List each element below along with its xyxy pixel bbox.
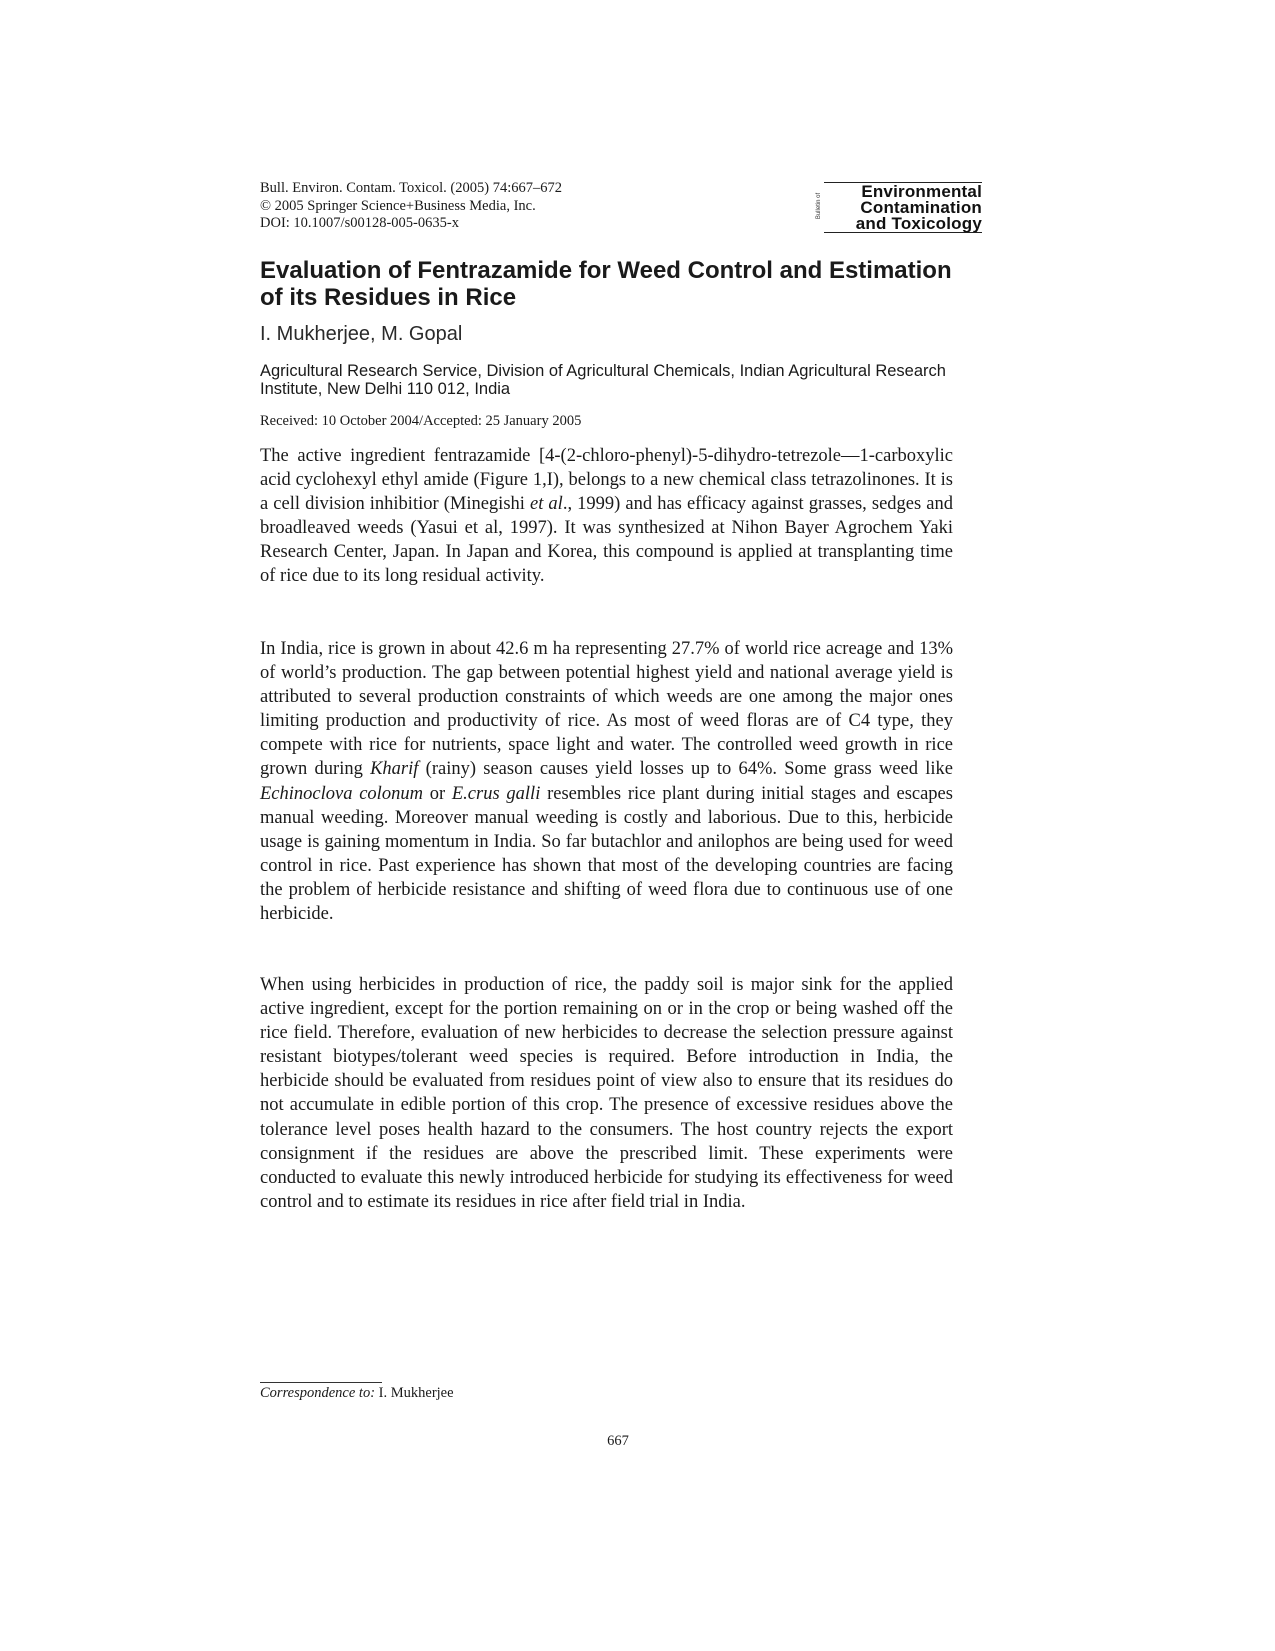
p2-text-d: resembles rice plant during initial stages and escapes manual weeding. Moreover manual weeding is costly and laborious. Due to this, herbicide usage is gaining momentum in India. So far butachlor and anilophos are being used for weed control in rice. Past experience has shown that most of the developing countries are facing the problem of herbicide resistance and shifting of weed flora due to continuous use of one herbicide. (260, 783, 953, 925)
citation: Bull. Environ. Contam. Toxicol. (2005) 74:667–672 (260, 180, 562, 196)
logo-line-3: and Toxicology (855, 214, 982, 233)
p2-echinoclova: Echinoclova colonum (260, 783, 423, 804)
logo-side-label: Bulletin of (816, 192, 823, 220)
paragraph-1 (260, 444, 953, 589)
received-date: Received: 10 October 2004/Accepted: 25 January 2005 (260, 413, 582, 429)
logo-line-1: Environmental (861, 182, 982, 201)
copyright: © 2005 Springer Science+Business Media, Inc. (260, 197, 536, 214)
p2-text-c: or (422, 783, 452, 804)
footnote-label: Correspondence to: (260, 1385, 376, 1401)
p1-italic: et al (530, 494, 563, 515)
p2-text-b: (rainy) season causes yield losses up to 64%. Some grass weed like (418, 759, 953, 780)
affiliation: Agricultural Research Service, Division of Agricultural Chemicals, Indian Agricultural Research Institute, New Delhi 110 012, India (260, 362, 946, 398)
p2-kharif: Kharif (370, 759, 419, 780)
article-title: Evaluation of Fentrazamide for Weed Control and Estimation of its Residues in Rice (260, 257, 952, 311)
authors: I. Mukherjee, M. Gopal (260, 323, 463, 345)
logo-bottom-rule (824, 232, 982, 233)
footnote (260, 1385, 454, 1402)
p1-text-a: The active ingredient fentrazamide [4-(2-chloro-phenyl)-5-dihydro-tetrezole—1-carboxylic acid cyclohexyl ethyl amide (Figure 1,I), belongs to a new chemical class tetrazolinones. It is a cell division inhibitior (Minegishi (260, 446, 953, 515)
p1-text-b: ., 1999) and has efficacy against grasses, sedges and broadleaved weeds (Yasui et al, 1997). It was synthesized at Nihon Bayer Agrochem Yaki Research Center, Japan. In Japan and Korea, this compound is applied at transplanting time of rice due to its long residual activity. (260, 494, 953, 587)
p2-ecrus-galli: E.crus galli (451, 783, 541, 804)
logo-line-2: Contamination (860, 198, 982, 217)
doi: DOI: 10.1007/s00128-005-0635-x (260, 215, 459, 231)
journal-logo (812, 179, 982, 235)
paragraph-3: When using herbicides in production of rice, the paddy soil is major sink for the applied active ingredient, except for the portion remaining on or in the crop or being washed off the rice field. Therefore, evaluation of new herbicides to decrease the selection pressure against resistant biotypes/tolerant weed species is required. Before introduction in India, the herbicide should be evaluated from residues point of view also to ensure that its residues do not accumulate in edible portion of this crop. The presence of excessive residues above the tolerance level poses health hazard to the consumers. The host country rejects the export consignment if the residues are above the prescribed limit. These experiments were conducted to evaluate this newly introduced herbicide for studying its effectiveness for weed control and to estimate its residues in rice after field trial in India. (260, 975, 953, 1212)
footnote-name: I. Mukherjee (375, 1385, 454, 1401)
page-number: 667 (607, 1433, 629, 1449)
p2-text-a: In India, rice is grown in about 42.6 m ha representing 27.7% of world rice acreage and 13% of world’s production. The gap between potential highest yield and national average yield is attributed to several production constraints of which weeds are one among the major ones limiting production and productivity of rice. As most of weed floras are of C4 type, they compete with rice for nutrients, space light and water. The controlled weed growth in rice grown during (260, 639, 953, 780)
paragraph-2 (260, 637, 953, 926)
footnote-rule (260, 1382, 382, 1383)
header-meta (260, 180, 562, 233)
